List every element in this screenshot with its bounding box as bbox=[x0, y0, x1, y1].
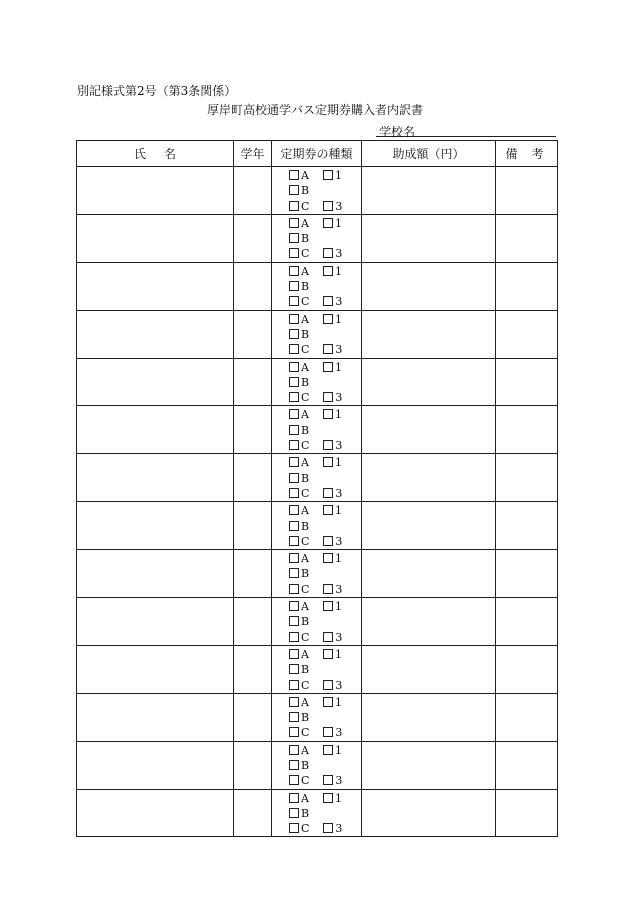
option-b-label: B bbox=[301, 758, 310, 772]
checkbox-icon[interactable] bbox=[323, 536, 333, 546]
name-cell[interactable] bbox=[77, 645, 234, 693]
remarks-cell[interactable] bbox=[496, 214, 558, 262]
option-a-label: A bbox=[301, 600, 309, 614]
remarks-cell[interactable] bbox=[496, 502, 558, 550]
checkbox-icon[interactable] bbox=[289, 793, 299, 803]
option-3-label: 3 bbox=[335, 247, 343, 261]
grade-cell[interactable] bbox=[234, 693, 272, 741]
checkbox-icon[interactable] bbox=[289, 680, 299, 690]
option-1-label: 1 bbox=[334, 743, 342, 757]
pass-type-cell bbox=[272, 310, 362, 358]
checkbox-icon[interactable] bbox=[289, 745, 299, 755]
option-a-label: A bbox=[301, 743, 309, 757]
grade-cell[interactable] bbox=[234, 310, 272, 358]
name-cell[interactable] bbox=[77, 358, 234, 406]
checkbox-icon[interactable] bbox=[289, 760, 299, 770]
subsidy-cell[interactable] bbox=[362, 454, 496, 502]
table-row bbox=[77, 741, 558, 789]
name-cell[interactable] bbox=[77, 741, 234, 789]
name-cell[interactable] bbox=[77, 406, 234, 454]
option-1-label: 1 bbox=[334, 600, 342, 614]
checkbox-icon[interactable] bbox=[289, 697, 299, 707]
checkbox-icon[interactable] bbox=[323, 248, 333, 258]
remarks-cell[interactable] bbox=[496, 167, 558, 215]
pass-type-cell bbox=[272, 358, 362, 406]
option-b-label: B bbox=[301, 806, 310, 820]
checkbox-icon[interactable] bbox=[289, 808, 299, 818]
option-3-label: 3 bbox=[335, 439, 343, 453]
checkbox-icon[interactable] bbox=[289, 727, 299, 737]
table-row bbox=[77, 550, 558, 598]
checkbox-icon[interactable] bbox=[289, 536, 299, 546]
remarks-cell[interactable] bbox=[496, 406, 558, 454]
checkbox-icon[interactable] bbox=[323, 745, 333, 755]
checkbox-icon[interactable] bbox=[289, 266, 299, 276]
option-b-label: B bbox=[301, 471, 310, 485]
option-b-label: B bbox=[301, 663, 310, 677]
pass-type-cell bbox=[272, 167, 362, 215]
checkbox-icon[interactable] bbox=[289, 712, 299, 722]
option-c-label: C bbox=[301, 486, 310, 500]
checkbox-icon[interactable] bbox=[323, 823, 333, 833]
checkbox-icon[interactable] bbox=[323, 362, 333, 372]
option-1-label: 1 bbox=[334, 169, 342, 182]
checkbox-icon[interactable] bbox=[289, 362, 299, 372]
checkbox-icon[interactable] bbox=[289, 616, 299, 626]
checkbox-icon[interactable] bbox=[289, 409, 299, 419]
pass-type-cell bbox=[272, 406, 362, 454]
document-title: 厚岸町高校通学バス定期券購入者内訳書 bbox=[206, 103, 423, 117]
option-b-label: B bbox=[301, 711, 310, 725]
option-3-label: 3 bbox=[335, 726, 343, 740]
subsidy-cell[interactable] bbox=[362, 789, 496, 837]
checkbox-icon[interactable] bbox=[323, 488, 333, 498]
option-c-label: C bbox=[301, 678, 310, 692]
table-header-row bbox=[77, 141, 558, 167]
grade-cell[interactable] bbox=[234, 645, 272, 693]
option-1-label: 1 bbox=[334, 216, 342, 230]
option-3-label: 3 bbox=[335, 391, 343, 405]
option-1-label: 1 bbox=[334, 408, 342, 422]
pass-type-cell bbox=[272, 789, 362, 837]
checkbox-icon[interactable] bbox=[323, 296, 333, 306]
checkbox-icon[interactable] bbox=[289, 170, 299, 180]
table-row bbox=[77, 598, 558, 646]
remarks-cell[interactable] bbox=[496, 645, 558, 693]
table-row bbox=[77, 502, 558, 550]
option-1-label: 1 bbox=[334, 504, 342, 518]
grade-cell[interactable] bbox=[234, 406, 272, 454]
option-3-label: 3 bbox=[335, 199, 343, 213]
checkbox-icon[interactable] bbox=[289, 553, 299, 563]
checkbox-icon[interactable] bbox=[289, 601, 299, 611]
checkbox-icon[interactable] bbox=[289, 584, 299, 594]
option-b-label: B bbox=[301, 423, 310, 437]
pass-type-cell bbox=[272, 262, 362, 310]
checkbox-icon[interactable] bbox=[289, 440, 299, 450]
option-a-label: A bbox=[301, 216, 309, 230]
purchaser-table bbox=[76, 140, 558, 837]
checkbox-icon[interactable] bbox=[323, 632, 333, 642]
checkbox-icon[interactable] bbox=[323, 201, 333, 211]
name-cell[interactable] bbox=[77, 693, 234, 741]
grade-cell[interactable] bbox=[234, 358, 272, 406]
option-c-label: C bbox=[301, 774, 310, 788]
table-row bbox=[77, 789, 558, 837]
checkbox-icon[interactable] bbox=[323, 440, 333, 450]
subsidy-cell[interactable] bbox=[362, 693, 496, 741]
option-c-label: C bbox=[301, 199, 310, 213]
checkbox-icon[interactable] bbox=[289, 218, 299, 228]
checkbox-icon[interactable] bbox=[323, 344, 333, 354]
option-c-label: C bbox=[301, 439, 310, 453]
checkbox-icon[interactable] bbox=[323, 601, 333, 611]
name-cell[interactable] bbox=[77, 214, 234, 262]
checkbox-icon[interactable] bbox=[289, 248, 299, 258]
table-row bbox=[77, 454, 558, 502]
checkbox-icon[interactable] bbox=[323, 218, 333, 228]
grade-cell[interactable] bbox=[234, 167, 272, 215]
header-remarks: 備 考 bbox=[496, 141, 558, 167]
checkbox-icon[interactable] bbox=[289, 201, 299, 211]
grade-cell[interactable] bbox=[234, 789, 272, 837]
option-b-label: B bbox=[301, 567, 310, 581]
pass-type-cell bbox=[272, 454, 362, 502]
option-1-label: 1 bbox=[334, 264, 342, 278]
checkbox-icon[interactable] bbox=[323, 793, 333, 803]
option-a-label: A bbox=[301, 264, 309, 278]
option-1-label: 1 bbox=[334, 695, 342, 709]
option-a-label: A bbox=[301, 408, 309, 422]
option-3-label: 3 bbox=[335, 678, 343, 692]
option-c-label: C bbox=[301, 295, 310, 309]
grade-cell[interactable] bbox=[234, 454, 272, 502]
option-1-label: 1 bbox=[334, 791, 342, 805]
option-3-label: 3 bbox=[335, 630, 343, 644]
option-a-label: A bbox=[301, 312, 309, 326]
name-cell[interactable] bbox=[77, 598, 234, 646]
checkbox-icon[interactable] bbox=[323, 680, 333, 690]
checkbox-icon[interactable] bbox=[323, 697, 333, 707]
checkbox-icon[interactable] bbox=[289, 649, 299, 659]
checkbox-icon[interactable] bbox=[323, 727, 333, 737]
checkbox-icon[interactable] bbox=[289, 296, 299, 306]
checkbox-icon[interactable] bbox=[323, 505, 333, 515]
form-number-label: 別記様式第2号（第3条関係） bbox=[77, 84, 237, 98]
checkbox-icon[interactable] bbox=[289, 329, 299, 339]
checkbox-icon[interactable] bbox=[289, 775, 299, 785]
checkbox-icon[interactable] bbox=[323, 266, 333, 276]
checkbox-icon[interactable] bbox=[289, 314, 299, 324]
name-cell[interactable] bbox=[77, 310, 234, 358]
option-b-label: B bbox=[301, 280, 310, 294]
checkbox-icon[interactable] bbox=[289, 823, 299, 833]
checkbox-icon[interactable] bbox=[289, 473, 299, 483]
checkbox-icon[interactable] bbox=[289, 568, 299, 578]
checkbox-icon[interactable] bbox=[323, 457, 333, 467]
option-c-label: C bbox=[301, 630, 310, 644]
name-cell[interactable] bbox=[77, 502, 234, 550]
remarks-cell[interactable] bbox=[496, 741, 558, 789]
school-name-label: 学校名 bbox=[379, 125, 416, 139]
subsidy-cell[interactable] bbox=[362, 310, 496, 358]
checkbox-icon[interactable] bbox=[323, 392, 333, 402]
grade-cell[interactable] bbox=[234, 598, 272, 646]
option-c-label: C bbox=[301, 726, 310, 740]
pass-type-cell bbox=[272, 502, 362, 550]
checkbox-icon[interactable] bbox=[289, 377, 299, 387]
table-row bbox=[77, 358, 558, 406]
option-a-label: A bbox=[301, 647, 309, 661]
subsidy-cell[interactable] bbox=[362, 550, 496, 598]
option-c-label: C bbox=[301, 391, 310, 405]
header-name: 氏 名 bbox=[77, 141, 234, 167]
header-pass-type: 定期券の種類 bbox=[272, 141, 362, 167]
checkbox-icon[interactable] bbox=[289, 505, 299, 515]
option-1-label: 1 bbox=[334, 360, 342, 374]
table-row bbox=[77, 262, 558, 310]
name-cell[interactable] bbox=[77, 454, 234, 502]
pass-type-cell bbox=[272, 550, 362, 598]
option-3-label: 3 bbox=[335, 486, 343, 500]
checkbox-icon[interactable] bbox=[289, 457, 299, 467]
option-c-label: C bbox=[301, 534, 310, 548]
header-subsidy: 助成額（円） bbox=[362, 141, 496, 167]
checkbox-icon[interactable] bbox=[289, 521, 299, 531]
checkbox-icon[interactable] bbox=[289, 233, 299, 243]
grade-cell[interactable] bbox=[234, 262, 272, 310]
option-b-label: B bbox=[301, 519, 310, 533]
grade-cell[interactable] bbox=[234, 550, 272, 598]
table-row bbox=[77, 214, 558, 262]
checkbox-icon[interactable] bbox=[323, 409, 333, 419]
option-b-label: B bbox=[301, 375, 310, 389]
grade-cell[interactable] bbox=[234, 502, 272, 550]
option-b-label: B bbox=[301, 615, 310, 629]
checkbox-icon[interactable] bbox=[289, 632, 299, 642]
subsidy-cell[interactable] bbox=[362, 598, 496, 646]
subsidy-cell[interactable] bbox=[362, 741, 496, 789]
table-row bbox=[77, 310, 558, 358]
subsidy-cell[interactable] bbox=[362, 262, 496, 310]
option-b-label: B bbox=[301, 232, 310, 246]
option-a-label: A bbox=[301, 695, 309, 709]
header-grade: 学年 bbox=[234, 141, 272, 167]
option-b-label: B bbox=[301, 327, 310, 341]
table-row bbox=[77, 693, 558, 741]
subsidy-cell[interactable] bbox=[362, 406, 496, 454]
name-cell[interactable] bbox=[77, 167, 234, 215]
option-3-label: 3 bbox=[335, 343, 343, 357]
checkbox-icon[interactable] bbox=[289, 344, 299, 354]
subsidy-cell[interactable] bbox=[362, 645, 496, 693]
option-1-label: 1 bbox=[334, 552, 342, 566]
school-name-field[interactable] bbox=[376, 121, 556, 137]
option-3-label: 3 bbox=[335, 534, 343, 548]
option-a-label: A bbox=[301, 791, 309, 805]
pass-type-cell bbox=[272, 214, 362, 262]
option-a-label: A bbox=[301, 456, 309, 470]
subsidy-cell[interactable] bbox=[362, 214, 496, 262]
subsidy-cell[interactable] bbox=[362, 167, 496, 215]
remarks-cell[interactable] bbox=[496, 693, 558, 741]
remarks-cell[interactable] bbox=[496, 598, 558, 646]
checkbox-icon[interactable] bbox=[323, 314, 333, 324]
pass-type-cell bbox=[272, 741, 362, 789]
option-c-label: C bbox=[301, 822, 310, 836]
subsidy-cell[interactable] bbox=[362, 502, 496, 550]
remarks-cell[interactable] bbox=[496, 310, 558, 358]
option-a-label: A bbox=[301, 360, 309, 374]
option-a-label: A bbox=[301, 169, 309, 182]
checkbox-icon[interactable] bbox=[289, 664, 299, 674]
option-c-label: C bbox=[301, 247, 310, 261]
checkbox-icon[interactable] bbox=[323, 649, 333, 659]
option-c-label: C bbox=[301, 343, 310, 357]
checkbox-icon[interactable] bbox=[289, 425, 299, 435]
checkbox-icon[interactable] bbox=[289, 185, 299, 195]
option-a-label: A bbox=[301, 552, 309, 566]
option-3-label: 3 bbox=[335, 774, 343, 788]
option-1-label: 1 bbox=[334, 312, 342, 326]
remarks-cell[interactable] bbox=[496, 550, 558, 598]
pass-type-cell bbox=[272, 693, 362, 741]
pass-type-cell bbox=[272, 598, 362, 646]
option-1-label: 1 bbox=[334, 456, 342, 470]
checkbox-icon[interactable] bbox=[289, 281, 299, 291]
checkbox-icon[interactable] bbox=[323, 584, 333, 594]
subsidy-cell[interactable] bbox=[362, 358, 496, 406]
table-row bbox=[77, 167, 558, 215]
checkbox-icon[interactable] bbox=[323, 553, 333, 563]
name-cell[interactable] bbox=[77, 262, 234, 310]
remarks-cell[interactable] bbox=[496, 789, 558, 837]
option-a-label: A bbox=[301, 504, 309, 518]
option-3-label: 3 bbox=[335, 582, 343, 596]
option-b-label: B bbox=[301, 184, 310, 198]
table-row bbox=[77, 406, 558, 454]
remarks-cell[interactable] bbox=[496, 358, 558, 406]
remarks-cell[interactable] bbox=[496, 262, 558, 310]
option-1-label: 1 bbox=[334, 647, 342, 661]
option-3-label: 3 bbox=[335, 295, 343, 309]
checkbox-icon[interactable] bbox=[323, 775, 333, 785]
option-c-label: C bbox=[301, 582, 310, 596]
checkbox-icon[interactable] bbox=[323, 170, 333, 180]
name-cell[interactable] bbox=[77, 789, 234, 837]
pass-type-cell bbox=[272, 645, 362, 693]
remarks-cell[interactable] bbox=[496, 454, 558, 502]
table-row bbox=[77, 645, 558, 693]
checkbox-icon[interactable] bbox=[289, 488, 299, 498]
grade-cell[interactable] bbox=[234, 741, 272, 789]
checkbox-icon[interactable] bbox=[289, 392, 299, 402]
option-3-label: 3 bbox=[335, 822, 343, 836]
name-cell[interactable] bbox=[77, 550, 234, 598]
grade-cell[interactable] bbox=[234, 214, 272, 262]
